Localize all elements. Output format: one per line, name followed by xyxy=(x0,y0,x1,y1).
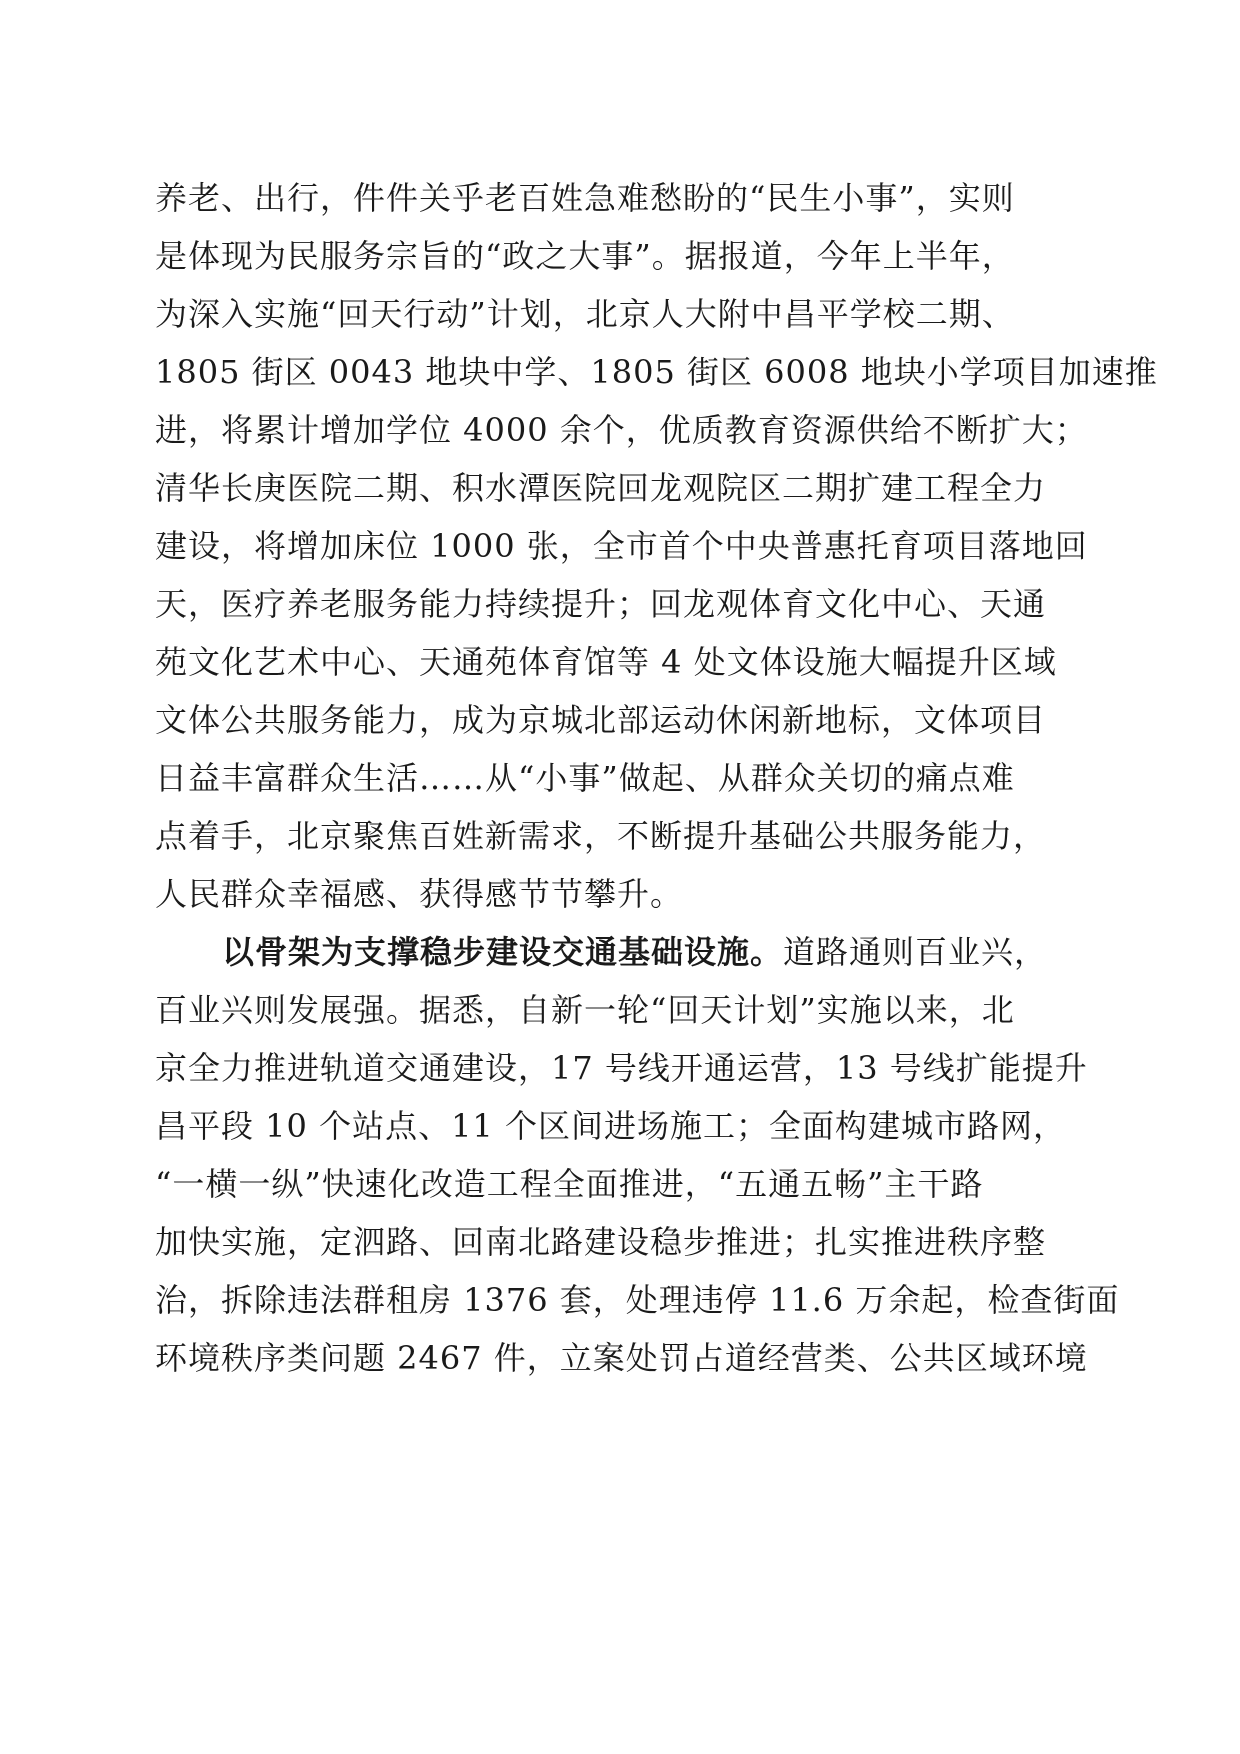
paragraph-2-line-8: 环境秩序类问题 2467 件，立案处罚占道经营类、公共区域环境 xyxy=(155,1339,1088,1377)
paragraph-1-line-6: 清华长庚医院二期、积水潭医院回龙观院区二期扩建工程全力 xyxy=(155,469,1047,507)
paragraph-1-line-9: 苑文化艺术中心、天通苑体育馆等 4 处文体设施大幅提升区域 xyxy=(155,643,1057,681)
paragraph-1-line-10: 文体公共服务能力，成为京城北部运动休闲新地标，文体项目 xyxy=(155,701,1047,739)
paragraph-2-line-2: 百业兴则发展强。据悉，自新一轮“回天计划”实施以来，北 xyxy=(155,991,1015,1029)
paragraph-2-heading: 以骨架为支撑稳步建设交通基础设施。 xyxy=(222,933,784,971)
paragraph-2-first-line-text: 道路通则百业兴， xyxy=(783,933,1048,971)
paragraph-2-line-6: 加快实施，定泗路、回南北路建设稳步推进；扎实推进秩序整 xyxy=(155,1223,1047,1261)
paragraph-2-first-line xyxy=(222,932,1047,972)
paragraph-2-line-3: 京全力推进轨道交通建设，17 号线开通运营，13 号线扩能提升 xyxy=(155,1049,1088,1087)
paragraph-1-line-1: 养老、出行，件件关乎老百姓急难愁盼的“民生小事”，实则 xyxy=(155,179,1015,217)
paragraph-1-line-12: 点着手，北京聚焦百姓新需求，不断提升基础公共服务能力， xyxy=(155,817,1047,855)
paragraph-1-line-5: 进，将累计增加学位 4000 余个，优质教育资源供给不断扩大； xyxy=(155,411,1088,449)
paragraph-1-line-7: 建设，将增加床位 1000 张，全市首个中央普惠托育项目落地回 xyxy=(155,527,1088,565)
paragraph-1-line-4: 1805 街区 0043 地块中学、1805 街区 6008 地块小学项目加速推 xyxy=(155,353,1158,391)
paragraph-1-line-2: 是体现为民服务宗旨的“政之大事”。据报道，今年上半年， xyxy=(155,237,1015,275)
paragraph-1-line-13: 人民群众幸福感、获得感节节攀升。 xyxy=(155,875,684,913)
paragraph-1-line-8: 天，医疗养老服务能力持续提升；回龙观体育文化中心、天通 xyxy=(155,585,1047,623)
paragraph-1-line-3: 为深入实施“回天行动”计划，北京人大附中昌平学校二期、 xyxy=(155,295,1015,333)
paragraph-2-line-4: 昌平段 10 个站点、11 个区间进场施工；全面构建城市路网， xyxy=(155,1107,1066,1145)
paragraph-2-line-7: 治，拆除违法群租房 1376 套，处理违停 11.6 万余起，检查街面 xyxy=(155,1281,1120,1319)
paragraph-1-line-11: 日益丰富群众生活……从“小事”做起、从群众关切的痛点难 xyxy=(155,759,1015,797)
paragraph-2-line-5: “一横一纵”快速化改造工程全面推进，“五通五畅”主干路 xyxy=(155,1165,984,1203)
